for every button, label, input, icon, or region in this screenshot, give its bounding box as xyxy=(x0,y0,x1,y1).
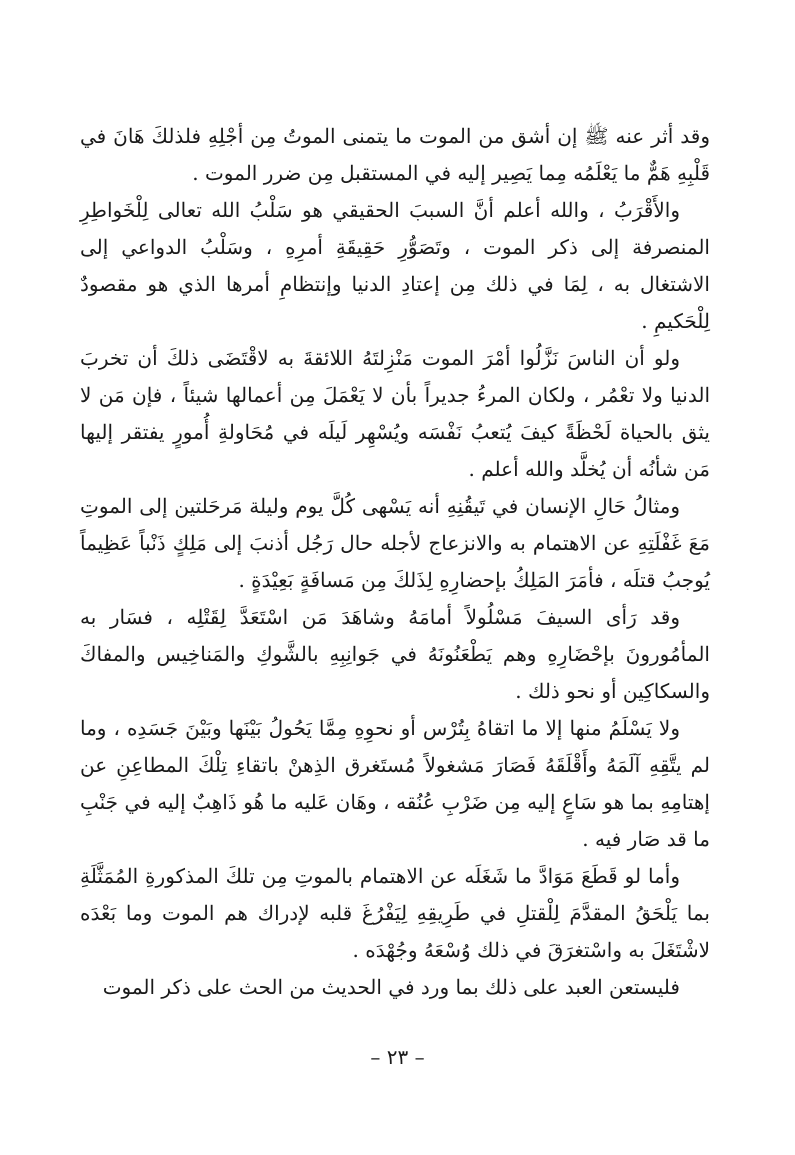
paragraph-6: ولا يَسْلَمُ منها إلا ما اتقاهُ بِتُرْس أو نحوِهِ مِمَّا يَحُولُ بَيْنَها وبَيْنَ جَسَدِه ، وما لم يتَّقِهِ آلَمَهُ وأَقْلَقَهُ فَصَارَ مَشغولاً مُستَغرق الذِهنْ باتقاءِ تِلْكَ المطاعِنِ عن إهتامِهِ بما هو سَاعٍ إليه مِن ضَرْبِ عُنُقه ، وهَان عَليه ما هُو ذَاهِبٌ إليه في جَنْبِ ما قد صَار فيه . xyxy=(80,716,710,851)
paragraph-1: وقد أثر عنه ﷺ إن أشق من الموت ما يتمنى الموتُ مِن أجْلِهِ فلذلكَ هَانَ في قَلْبِهِ هَمٌّ ما يَعْلَمُه مِما يَصِير إليه في المستقبل مِن ضرر الموت . xyxy=(80,124,710,185)
paragraph-8: فليستعن العبد على ذلك بما ورد في الحديث من الحث على ذكر الموت xyxy=(102,975,680,999)
page-number: – ٢٣ – xyxy=(370,1045,425,1069)
paragraph-3: ولو أن الناسَ نَزَّلُوا أمْرَ الموت مَنْزِلتَهُ اللائقةَ به لاقْتَضَى ذلكَ أن تخربَ الدنيا ولا تعْمُر ، ولكان المرءُ جديراً بأن لا يَعْمَلَ مِن أعمالها شيئاً ، فإن مَن لا يثق بالحياة لَحْظَةً كيفَ يُتعبُ نَفْسَه ويُسْهِر لَيلَه في مُحَاولةِ أُمورٍ يفتقر إليها مَن شأنُه أن يُخلَّد والله أعلم . xyxy=(80,346,710,481)
paragraph-2: والأَقْرَبُ ، والله أعلم أنَّ السببَ الحقيقي هو سَلْبُ الله تعالى لِلْخَواطِرِ المنصرفة إلى ذكر الموت ، وتَصَوُّرِ حَقِيقَةِ أمرِهِ ، وسَلْبُ الدواعي إلى الاشتغال به ، لِمَا في ذلك مِن إعتادِ الدنيا وإنتظامِ أمرها الذي هو مقصودٌ لِلْحَكيمِ . xyxy=(80,198,710,333)
paragraph-4: ومثالُ حَالِ الإنسان في تَيقُنِهِ أنه يَسْهى كُلَّ يوم وليلة مَرحَلتين إلى الموتِ مَعَ غَفْلَتِهِ عن الاهتمام به والانزعاج لأجله حال رَجُل أذنبَ إلى مَلِكٍ ذَنْباً عَظِيماً يُوجبُ قتلَه ، فأمَرَ المَلِكُ بإحضارِهِ لِذَلكَ مِن مَسافَةٍ بَعِيْدَةٍ . xyxy=(80,494,710,592)
paragraph-7: وأما لو قَطَعَ مَوَادَّ ما شَغَلَه عن الاهتمام بالموتِ مِن تلكَ المذكورةِ المُمَثَّلَةِ بما يَلْحَقُ المقدَّمَ لِلْقتلِ في طَرِيقِهِ لِيَفْرُغَ قلبه لإدراك هم الموت وما بَعْدَه لاشْتَغَلَ به واسْتغرَقَ في ذلك وُسْعَهُ وجُهْدَه . xyxy=(80,864,710,962)
page-body xyxy=(80,118,710,1006)
paragraph-5: وقد رَأى السيفَ مَسْلُولاً أمامَهُ وشاهَدَ مَن اسْتَعَدَّ لِقَتْلِه ، فسَار به المأمُورونَ بإحْضَارِهِ وهم يَطْعَنُونَهُ في جَوانِبِهِ بالشَّوكِ والمَناخِيس والمفاكَ والسكاكِين أو نحو ذلك . xyxy=(80,605,710,703)
